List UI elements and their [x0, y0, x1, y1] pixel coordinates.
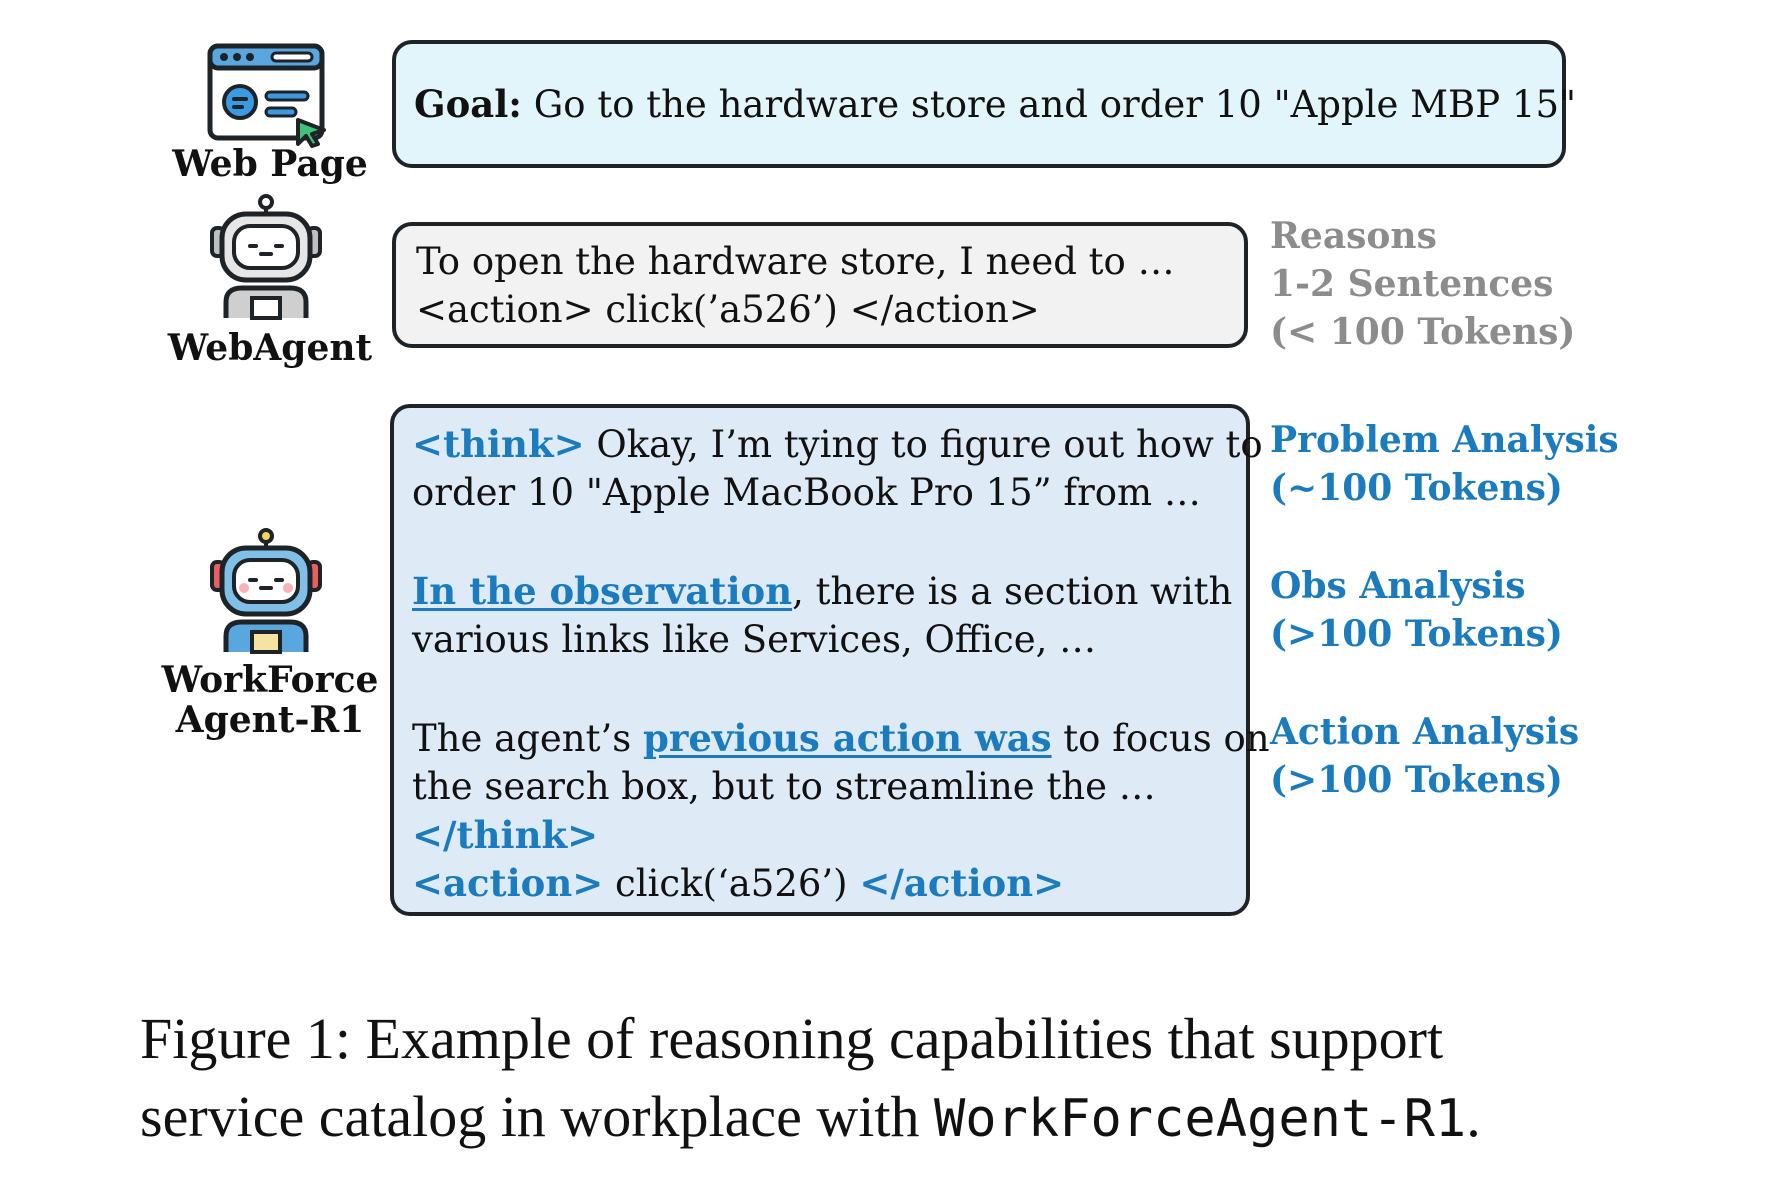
workforce-output-box: [390, 404, 1270, 916]
webagent-note-sentences: 1-2 Sentences: [1270, 263, 1554, 305]
obs-analysis-line2: various links like Services, Office, …: [412, 618, 1097, 661]
action-analysis-note-title: Action Analysis: [1270, 711, 1580, 753]
caption-line1: Figure 1: Example of reasoning capabilities that support: [140, 1006, 1444, 1071]
workforce-robot-icon: [206, 528, 326, 656]
problem-analysis-text: Okay, I’m tying to figure out how to: [584, 423, 1263, 466]
webagent-robot-icon: [206, 194, 326, 322]
action-analysis-line1: [412, 714, 1270, 763]
goal-prefix: Goal:: [414, 82, 522, 126]
previous-action-highlight: previous action was: [643, 716, 1052, 760]
caption-line2-text: service catalog in workplace with: [140, 1084, 934, 1149]
caption-line2-end: .: [1466, 1084, 1481, 1149]
action-open-tag: <action>: [412, 861, 604, 905]
observation-highlight: In the observation: [412, 569, 793, 613]
problem-analysis-line2: order 10 "Apple MacBook Pro 15” from …: [412, 471, 1201, 514]
webagent-output-box: [392, 222, 1248, 348]
action-call: click(‘a526’): [603, 862, 860, 905]
action-analysis-start: The agent’s: [412, 717, 644, 760]
workforce-agent-label-line2: Agent-R1: [175, 699, 365, 741]
problem-analysis-line1: [412, 420, 1263, 469]
obs-analysis-note-title: Obs Analysis: [1270, 565, 1526, 607]
obs-analysis-note-tokens: (>100 Tokens): [1270, 613, 1563, 655]
problem-analysis-note: [1270, 416, 1619, 512]
webagent-label: WebAgent: [167, 327, 373, 369]
webagent-note-tokens: (< 100 Tokens): [1270, 311, 1576, 353]
action-close-tag: </action>: [859, 861, 1065, 905]
think-open-tag: <think>: [412, 422, 585, 466]
action-analysis-line2: the search box, but to streamline the …: [412, 765, 1156, 808]
webagent-reasoning-line: To open the hardware store, I need to …: [416, 240, 1175, 283]
think-close-tag: </think>: [412, 813, 599, 857]
goal-text: [414, 82, 1576, 126]
goal-box: [392, 40, 1577, 168]
figure-caption: [140, 1000, 1660, 1158]
problem-analysis-note-title: Problem Analysis: [1270, 419, 1619, 461]
web-page-icon: [206, 42, 330, 148]
caption-line2: [140, 1078, 1660, 1158]
obs-analysis-text: , there is a section with: [792, 570, 1233, 613]
workforce-action-line: [412, 859, 1228, 908]
caption-model-name: WorkForceAgent-R1: [933, 1089, 1467, 1149]
obs-analysis-line1: [412, 567, 1233, 616]
workforce-agent-label: [150, 660, 390, 740]
action-analysis-note-tokens: (>100 Tokens): [1270, 759, 1563, 801]
workforce-agent-label-line1: WorkForce: [161, 659, 379, 701]
action-analysis-text: to focus on: [1051, 717, 1270, 760]
webagent-notes: [1270, 212, 1575, 356]
obs-analysis-note: [1270, 562, 1563, 658]
problem-analysis-note-tokens: (~100 Tokens): [1270, 467, 1563, 509]
web-page-label: Web Page: [172, 143, 368, 185]
webagent-action-line: <action> click(’a526’) </action>: [416, 288, 1040, 331]
goal-instruction: Go to the hardware store and order 10 "Apple MBP 15": [533, 83, 1577, 126]
action-analysis-note: [1270, 708, 1579, 804]
webagent-note-reasons: Reasons: [1270, 215, 1437, 257]
